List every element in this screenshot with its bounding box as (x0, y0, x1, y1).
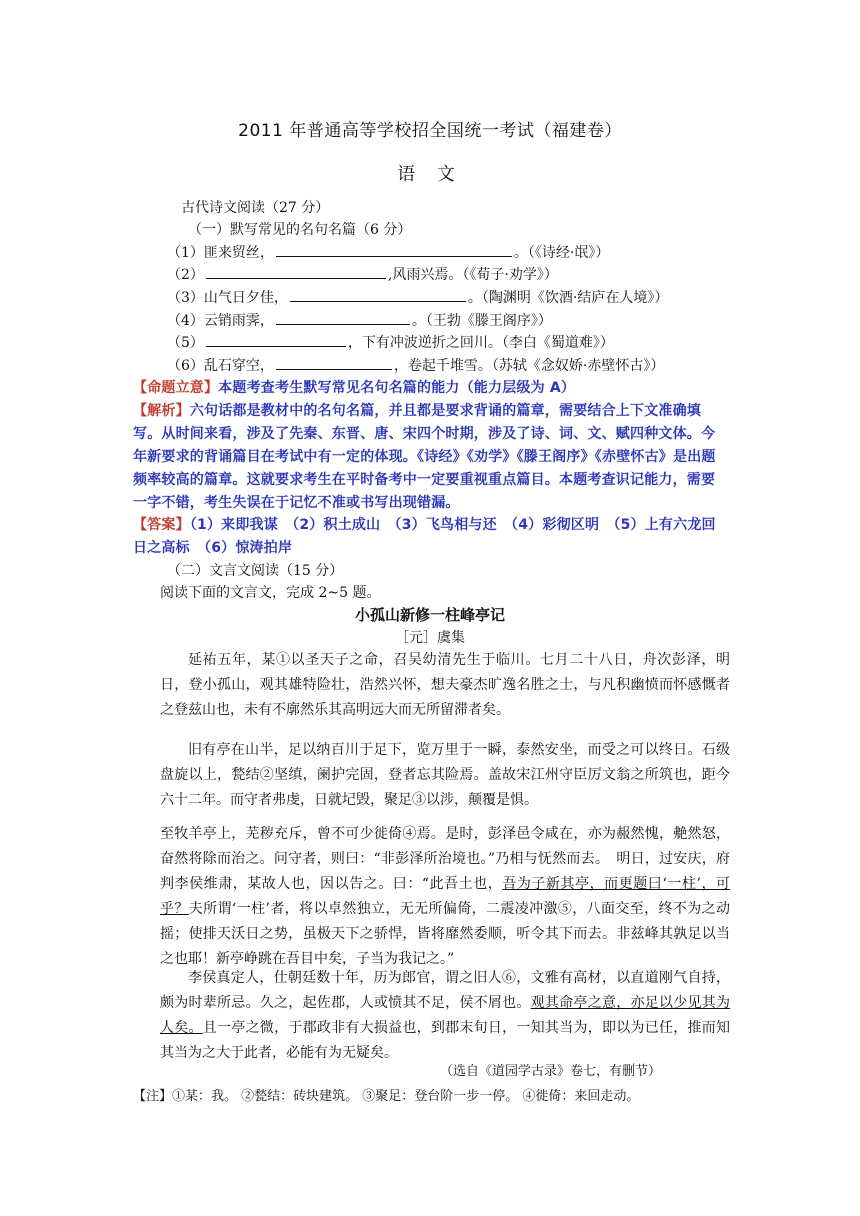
paragraph-text: 延祐五年，某①以圣天子之命，召吴幼清先生于临川。七月二十八日，舟次彭泽，明日，登小孤山，观其雄特险壮，浩然兴怀，想夫豪杰旷逸名胜之士，与凡积幽愤而怀感慨者之登兹山也，未有不廓然乐其高明远大而无所留滞者矣。 (160, 652, 730, 718)
reading-instruction: 阅读下面的文言文，完成 2~5 题。 (160, 585, 381, 601)
item-text: （3）山气日夕佳， (167, 290, 288, 306)
item-text: ，卷起千堆雪。（苏轼《念奴娇·赤壁怀古》） (393, 358, 665, 374)
answer-tag: 【答案】 (133, 517, 190, 533)
fill-item-5 (167, 331, 614, 354)
essay-paragraph-4 (160, 966, 730, 1066)
fill-item-2 (167, 263, 558, 286)
sub-heading-recitation: （一）默写常见的名句名篇（6 分） (188, 222, 412, 238)
answer-blank (206, 331, 346, 347)
essay-title: 小孤山新修一柱峰亭记 (354, 606, 505, 624)
intent-tag: 【命题立意】 (133, 380, 219, 396)
answer-blank (290, 286, 466, 302)
fill-item-1 (167, 241, 609, 264)
item-text: 。（《诗经·氓》） (513, 245, 610, 261)
fill-item-6 (167, 354, 664, 377)
fill-item-3 (167, 286, 668, 309)
sub-heading-classical: （二）文言文阅读（15 分） (167, 563, 344, 579)
item-text: ,风雨兴焉。（《荀子·劝学》） (387, 267, 558, 283)
explain-tag: 【解析】 (133, 403, 190, 419)
fill-item-4 (167, 309, 552, 332)
answer-blank (206, 263, 386, 279)
intent-text: 本题考查考生默写常见名句名篇的能力（能力层级为 A） (218, 380, 576, 396)
item-text: （5） (167, 335, 204, 351)
subject-title: 语 文 (397, 164, 463, 185)
essay-notes: 【注】①某：我。 ②甃结：砖块建筑。 ③聚足：登台阶一步一停。 ④徙倚：来回走动。 (133, 1089, 640, 1104)
paragraph-text: 旧有亭在山半，足以纳百川于足下，览万里于一瞬，泰然安坐，而受之可以终日。石级盘旋以上，甃结②坚缜，阑护完固，登者忘其险焉。盖故宋江州守臣厉文翁之所筑也，距今六十二年。而守者弗虔，日就圮毁，聚足③以涉，颠覆是惧。 (160, 742, 730, 808)
analysis-explain (133, 400, 717, 515)
underlined-sentence: 吾为子新其亭，而更题曰‘一柱’，可乎？ (160, 876, 731, 917)
answer-blank (276, 309, 410, 325)
essay-source: （选自《道园学古录》卷七，有删节） (440, 1064, 662, 1079)
section-heading-ancient: 古代诗文阅读（27 分） (181, 200, 330, 216)
answer-blank (276, 354, 392, 370)
paragraph-text: 且一亭之微，于郡政非有大损益也，到郡末旬日，一知其当为，即以为已任，推而知其当为之大于此者，必能有为无疑矣。 (160, 1020, 731, 1061)
item-text: （1）匪来贸丝， (167, 245, 274, 261)
answer-blank (276, 241, 512, 257)
paragraph-text: 夫所谓‘一柱’者，将以卓然独立，无无所偏倚，二震凌冲激⑤，八面交至，终不为之动摇；使排天沃日之势，虽极天下之骄悍，皆将靡然委顺，听令其下而去。非兹峰其孰足以当之也耶！新亭峥跳在吾目中矣，子当为我记之。” (160, 901, 731, 967)
item-text: ，下有冲波逆折之回川。（李白《蜀道难》） (347, 335, 614, 351)
answer-text: （1）来即我谋 （2）积土成山 （3）飞鸟相与还 （4）彩彻区明 （5）上有六龙回日之高标 （6）惊涛拍岸 (133, 517, 716, 556)
essay-paragraph-1 (160, 648, 730, 723)
explain-text: 六句话都是教材中的名句名篇，并且都是要求背诵的篇章，需要结合上下文准确填写。从时间来看，涉及了先秦、东晋、唐、宋四个时期，涉及了诗、词、文、赋四种文体。今年新要求的背诵篇目在考试中有一定的体现。《诗经》《劝学》《滕王阁序》《赤壁怀古》是出题频率较高的篇章。这就要求考生在平时备考中一定要重视重点篇目。本题考查识记能力，需要一字不错，考生失误在于记忆不准或书写出现错漏。 (133, 403, 716, 511)
underlined-sentence: 观其命亭之意，亦足以少见其为人矣。 (160, 995, 731, 1036)
item-text: 。（王勃《滕王阁序》） (411, 313, 552, 329)
item-text: （6）乱石穿空， (167, 358, 274, 374)
exam-title: 2011 年普通高等学校招全国统一考试（福建卷） (238, 121, 622, 141)
item-text: （2） (167, 267, 204, 283)
analysis-answer (133, 514, 717, 560)
item-text: 。（陶渊明《饮酒·结庐在人境》） (467, 290, 669, 306)
essay-paragraph-3 (160, 822, 730, 972)
essay-author: ［元］虞集 (395, 630, 465, 646)
paragraph-text: 至牧羊亭上，芜秽充斥，曾不可少徙倚④焉。是时，彭泽邑令咸在，亦为赧然愧，艴然怒，奋然将除而治之。问守者，则曰：“非彭泽所治境也。”乃相与怃然而去。 明日，过安庆，府判李侯维肃，某故人也，因以告之。曰：“此吾土也， (160, 826, 730, 892)
paragraph-text: 李侯真定人，仕朝廷数十年，历为郎官，谓之旧人⑥，文雅有高材，以直道刚气自持，颇为时辈所忌。久之，起佐郡，人或愤其不足，侯不屑也。 (160, 970, 730, 1011)
essay-paragraph-2 (160, 738, 730, 813)
item-text: （4）云销雨霁， (167, 313, 274, 329)
analysis-intent (133, 377, 717, 400)
